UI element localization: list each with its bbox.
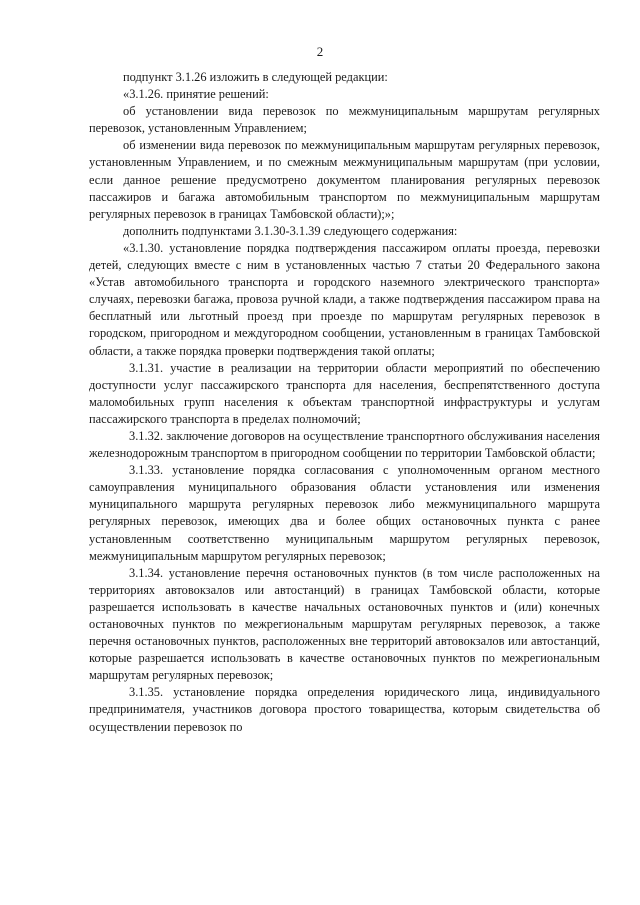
paragraph-3-1-26-change: об изменении вида перевозок по межмуниципальным маршрутам регулярных перевозок, установленным Управлением, и по смежным межмуниципальным маршрутам (при условии, если данное решение предусмотрено документом планирования регулярных перевозок пассажиров и багажа автомобильным транспортом по межмуниципальным маршрутам регулярных перевозок в границах Тамбовской области);»;	[89, 138, 600, 221]
document-body	[89, 69, 600, 736]
paragraph-subclause-intro: подпункт 3.1.26 изложить в следующей редакции:	[123, 70, 388, 84]
paragraph-3-1-30: «3.1.30. установление порядка подтверждения пассажиром оплаты проезда, перевозки детей, следующих вместе с ним в установленных частью 7 статьи 20 Федерального закона «Устав автомобильного транспорта и городского наземного электрического транспорта» случаях, перевозки багажа, провоза ручной клади, а также подтверждения пассажиром права на бесплатный или льготный проезд при проезде по маршрутам регулярных перевозок в городском, пригородном и междугородном сообщении, установленным в границах Тамбовской области, а также порядка проверки подтверждения такой оплаты;	[89, 240, 600, 358]
paragraph-3-1-31: 3.1.31. участие в реализации на территории области мероприятий по обеспечению доступности услуг пассажирского транспорта для населения, беспрепятственного доступа маломобильных групп населения к объектам транспортной инфраструктуры и услугам пассажирского транспорта в пределах полномочий;	[89, 360, 600, 426]
paragraph-3-1-33: 3.1.33. установление порядка согласования с уполномоченным органом местного самоуправления муниципального образования области установления или изменения муниципального маршрута регулярных перевозок либо межмуниципального маршрута регулярных перевозок, имеющих два и более общих остановочных пункта с ранее установленным соответственно муниципальным маршрутом регулярных перевозок, межмуниципальным маршрутом регулярных перевозок;	[89, 463, 600, 563]
paragraph-add-subclauses: дополнить подпунктами 3.1.30-3.1.39 следующего содержания:	[123, 223, 458, 238]
paragraph-3-1-35: 3.1.35. установление порядка определения юридического лица, индивидуального предпринимателя, участников договора простого товарищества, которым свидетельства об осуществлении перевозок по	[89, 685, 600, 734]
paragraph-3-1-34: 3.1.34. установление перечня остановочных пунктов (в том числе расположенных на территориях автовокзалов или автостанций) в границах Тамбовской области, которые разрешается использовать в качестве начальных остановочных пунктов и (или) конечных остановочных пунктов по межрегиональным маршрутам регулярных перевозок, а также перечня остановочных пунктов, расположенных вне территорий автовокзалов или автостанций, которые разрешается использовать в качестве остановочных пунктов по межрегиональным маршрутам регулярных перевозок;	[89, 565, 600, 683]
paragraph-3-1-26-establish: об установлении вида перевозок по межмуниципальным маршрутам регулярных перевозок, установленным Управлением;	[89, 104, 600, 136]
paragraph-3-1-26-heading: «3.1.26. принятие решений:	[123, 87, 269, 102]
page-number: 2	[316, 44, 324, 59]
paragraph-3-1-32: 3.1.32. заключение договоров на осуществление транспортного обслуживания населения железнодорожным транспортом в пригородном сообщении по территории Тамбовской области;	[89, 428, 600, 461]
